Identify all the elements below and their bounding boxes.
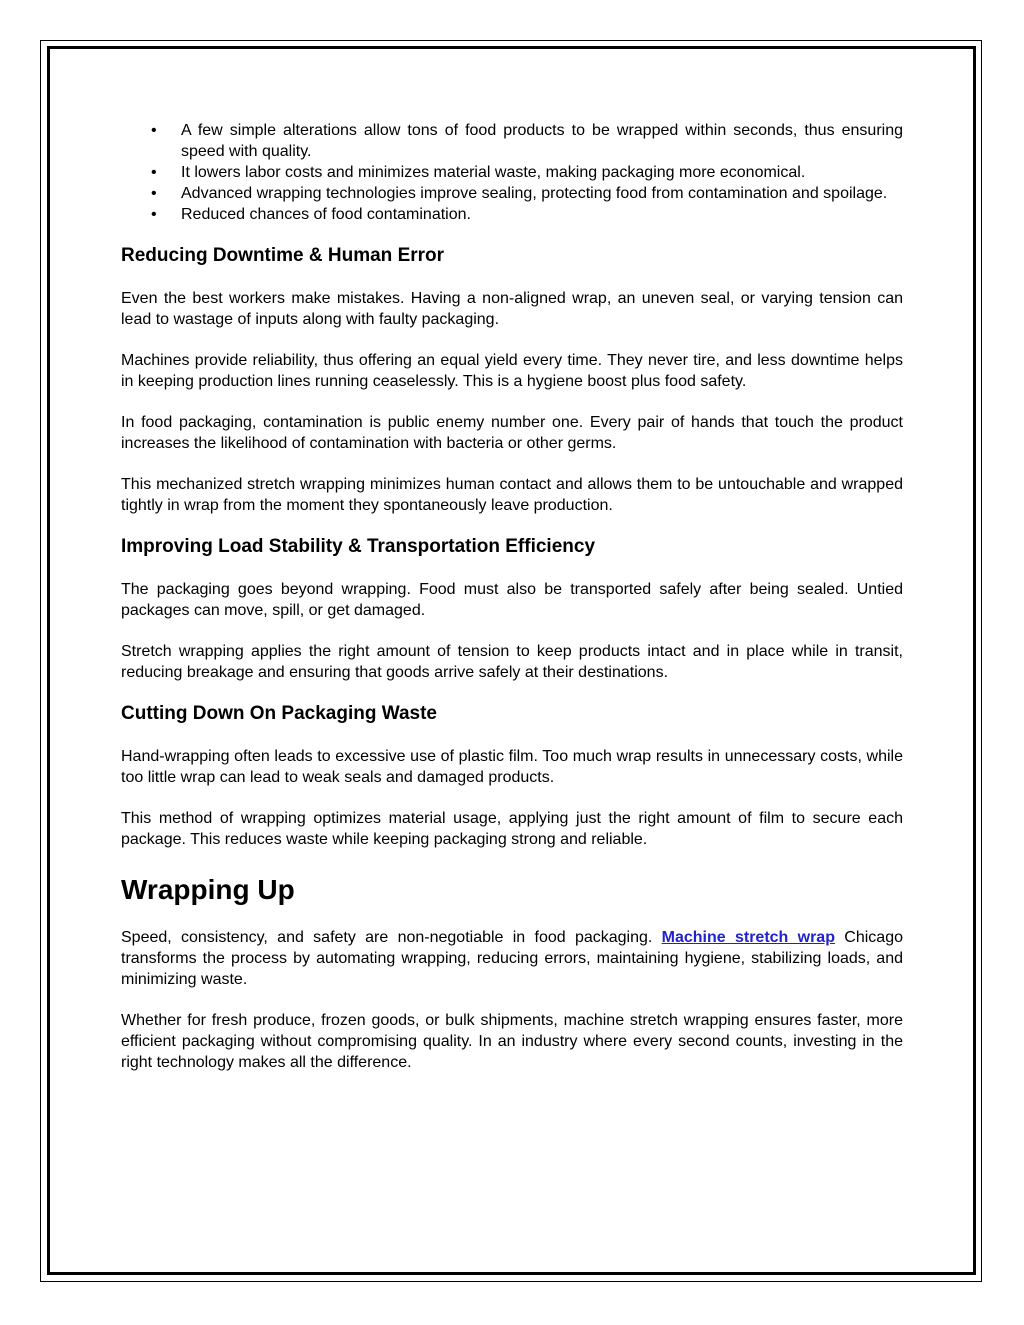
list-item: • A few simple alterations allow tons of food products to be wrapped within seconds, thus ensuring speed with quality. xyxy=(151,122,903,160)
paragraph: This method of wrapping optimizes material usage, applying just the right amount of film to secure each package. This reduces waste while keeping packaging strong and reliable. xyxy=(121,810,903,848)
bullet-icon: • xyxy=(151,122,157,139)
paragraph: This mechanized stretch wrapping minimizes human contact and allows them to be untouchable and wrapped tightly in wrap from the moment they spontaneously leave production. xyxy=(121,476,903,514)
bullet-icon: • xyxy=(151,185,157,202)
benefits-list xyxy=(121,120,903,225)
machine-stretch-wrap-link[interactable]: Machine stretch wrap xyxy=(661,929,835,946)
bullet-icon: • xyxy=(151,206,157,223)
section-heading-downtime: Reducing Downtime & Human Error xyxy=(121,245,445,266)
section-heading-waste: Cutting Down On Packaging Waste xyxy=(121,703,437,724)
paragraph: Whether for fresh produce, frozen goods, or bulk shipments, machine stretch wrapping ensures faster, more efficient packaging without compromising quality. In an industry where every second counts, investing in the right technology makes all the difference. xyxy=(121,1012,903,1071)
paragraph: In food packaging, contamination is public enemy number one. Every pair of hands that touch the product increases the likelihood of contamination with bacteria or other germs. xyxy=(121,414,903,452)
paragraph: Stretch wrapping applies the right amount of tension to keep products intact and in place while in transit, reducing breakage and ensuring that goods arrive safely at their destinations. xyxy=(121,643,903,681)
bullet-icon: • xyxy=(151,164,157,181)
section-heading-wrapping-up: Wrapping Up xyxy=(121,874,295,905)
paragraph: Machines provide reliability, thus offering an equal yield every time. They never tire, and less downtime helps in keeping production lines running ceaselessly. This is a hygiene boost plus food safety. xyxy=(121,352,903,390)
paragraph: The packaging goes beyond wrapping. Food must also be transported safely after being sealed. Untied packages can move, spill, or get damaged. xyxy=(121,581,903,619)
list-item: • Reduced chances of food contamination. xyxy=(151,206,471,223)
document-body xyxy=(121,120,903,1073)
list-item: • It lowers labor costs and minimizes material waste, making packaging more economical. xyxy=(151,164,806,181)
paragraph: Hand-wrapping often leads to excessive use of plastic film. Too much wrap results in unnecessary costs, while too little wrap can lead to weak seals and damaged products. xyxy=(121,748,903,786)
list-item: • Advanced wrapping technologies improve sealing, protecting food from contamination and spoilage. xyxy=(151,185,888,202)
section-heading-stability: Improving Load Stability & Transportation Efficiency xyxy=(121,536,596,557)
paragraph: Even the best workers make mistakes. Having a non-aligned wrap, an uneven seal, or varying tension can lead to wastage of inputs along with faulty packaging. xyxy=(121,290,903,328)
paragraph: Speed, consistency, and safety are non-negotiable in food packaging. Machine stretch wrap Chicago transforms the process by automating wrapping, reducing errors, maintaining hygiene, stabilizing loads, and minimizing waste. xyxy=(121,929,903,988)
